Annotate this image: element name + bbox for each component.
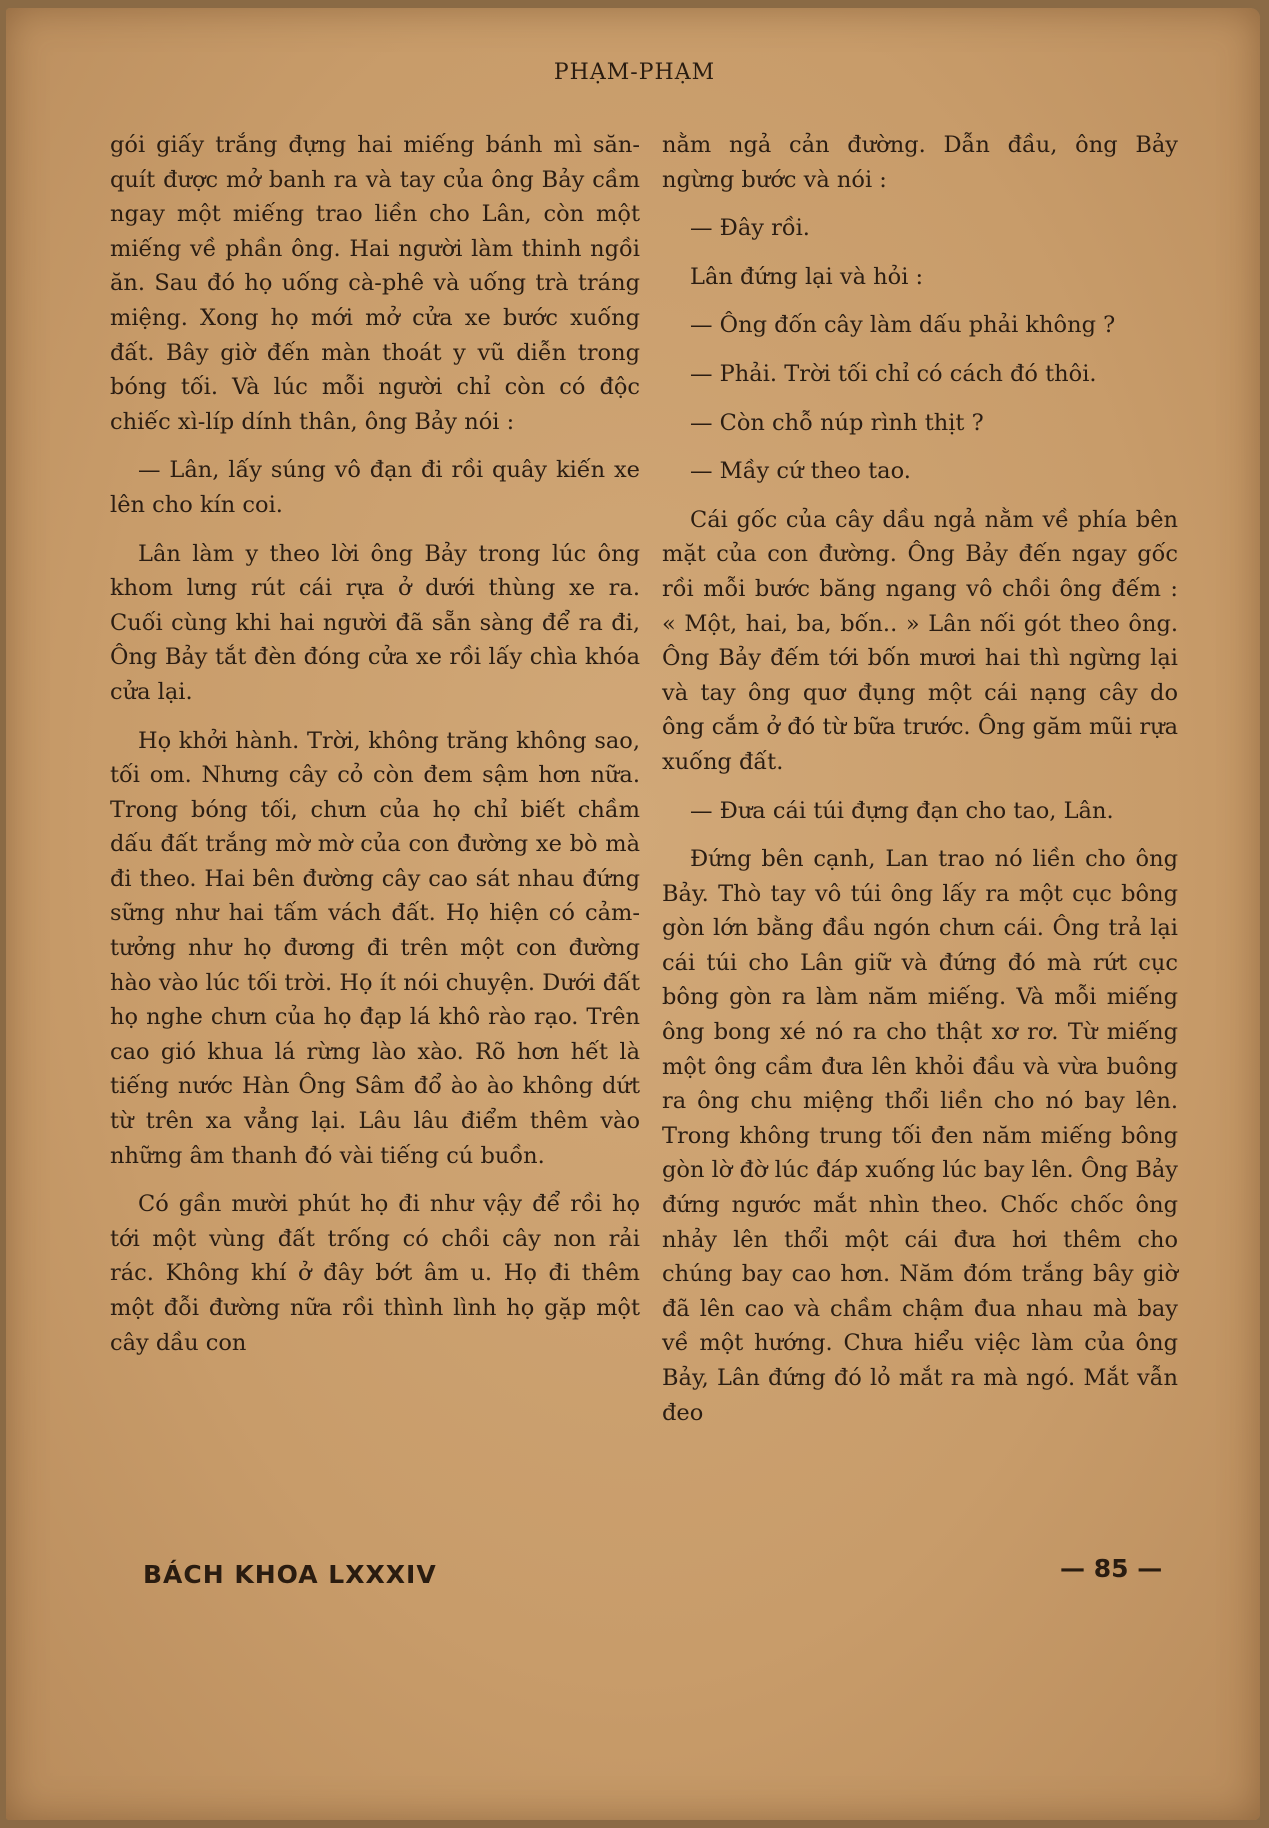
paragraph: Họ khởi hành. Trời, không trăng không sao, tối om. Nhưng cây cỏ còn đem sậm hơn nữa. Trong bóng tối, chưn của họ chỉ biết chầm dấu đất trắng mờ mờ của con đường xe bò mà đi theo. Hai bên đường cây cao sát nhau đứng sững như hai tấm vách đất. Họ hiện có cảm-tưởng như họ đương đi trên một con đường hào vào lúc tối trời. Họ ít nói chuyện. Dưới đất họ nghe chưn của họ đạp lá khô rào rạo. Trên cao gió khua lá rừng lào xào. Rõ hơn hết là tiếng nước Hàn Ông Sâm đổ ào ào không dứt từ trên xa vẳng lại. Lâu lâu điểm thêm vào những âm thanh đó vài tiếng cú buồn. [110,727,640,1169]
dialog-line: — Mầy cứ theo tao. [690,458,911,485]
page-number: — 85 — [1060,1554,1163,1583]
paragraph: nằm ngả cản đường. Dẫn đầu, ông Bảy ngừng bước và nói : [662,132,1178,193]
dialog-line: — Đưa cái túi đựng đạn cho tao, Lân. [690,797,1114,824]
paragraph: Đứng bên cạnh, Lan trao nó liền cho ông Bảy. Thò tay vô túi ông lấy ra một cục bông gòn lớn bằng đầu ngón chưn cái. Ông trả lại cái túi cho Lân giữ và đứng đó mà rứt cục bông gòn ra làm năm miếng. Và mỗi miếng ông bong xé nó ra cho thật xơ rơ. Từ miếng một ông cầm đưa lên khỏi đầu và vừa buông ra ông chu miệng thổi liền cho nó bay lên. Trong không trung tối đen năm miếng bông gòn lờ đờ lúc đáp xuống lúc bay lên. Ông Bảy đứng ngước mắt nhìn theo. Chốc chốc ông nhảy lên thổi một cái đưa hơi thêm cho chúng bay cao hơn. Năm đóm trắng bây giờ đã lên cao và chầm chậm đua nhau mà bay về một hướng. Chưa hiểu việc làm của ông Bảy, Lân đứng đó lỏ mắt ra mà ngó. Mắt vẫn đeo [662,846,1178,1426]
dialog-line: — Đây rồi. [690,215,810,242]
dialog-line: — Còn chỗ núp rình thịt ? [690,409,984,436]
paragraph: Có gần mười phút họ đi như vậy để rồi họ tới một vùng đất trống có chồi cây non rải rác. Không khí ở đây bớt âm u. Họ đi thêm một đỗi đường nữa rồi thình lình họ gặp một cây dầu con [110,1191,640,1356]
paragraph: gói giấy trắng đựng hai miếng bánh mì săn-quít được mở banh ra và tay của ông Bảy cầm ngay một miếng trao liền cho Lân, còn một miếng về phần ông. Hai người làm thinh ngồi ăn. Sau đó họ uống cà-phê và uống trà tráng miệng. Xong họ mới mở cửa xe bước xuống đất. Bây giờ đến màn thoát y vũ diễn trong bóng tối. Và lúc mỗi người chỉ còn có độc chiếc xì-líp dính thân, ông Bảy nói : [110,132,640,435]
dialog-line: — Lân, lấy súng vô đạn đi rồi quây kiến xe lên cho kín coi. [110,457,640,518]
magazine-footer: BÁCH KHOA LXXXIV [143,1560,437,1589]
paragraph: Lân làm y theo lời ông Bảy trong lúc ông khom lưng rút cái rựa ở dưới thùng xe ra. Cuối cùng khi hai người đã sẵn sàng để ra đi, Ông Bảy tắt đèn đóng cửa xe rồi lấy chìa khóa cửa lại. [110,540,640,705]
running-head: PHẠM-PHẠM [553,60,716,85]
left-column [110,128,640,1360]
dialog-line: — Phải. Trời tối chỉ có cách đó thôi. [690,360,1097,387]
right-column [662,128,1178,1430]
paragraph: Lân đứng lại và hỏi : [690,263,924,290]
dialog-line: — Ông đốn cây làm dấu phải không ? [690,312,1116,339]
paragraph: Cái gốc của cây dầu ngả nằm về phía bên mặt của con đường. Ông Bảy đến ngay gốc rồi mỗi bước băng ngang vô chồi ông đếm : « Một, hai, ba, bốn.. » Lân nối gót theo ông. Ông Bảy đếm tới bốn mươi hai thì ngừng lại và tay ông quơ đụng một cái nạng cây do ông cắm ở đó từ bữa trước. Ông găm mũi rựa xuống đất. [662,506,1178,775]
